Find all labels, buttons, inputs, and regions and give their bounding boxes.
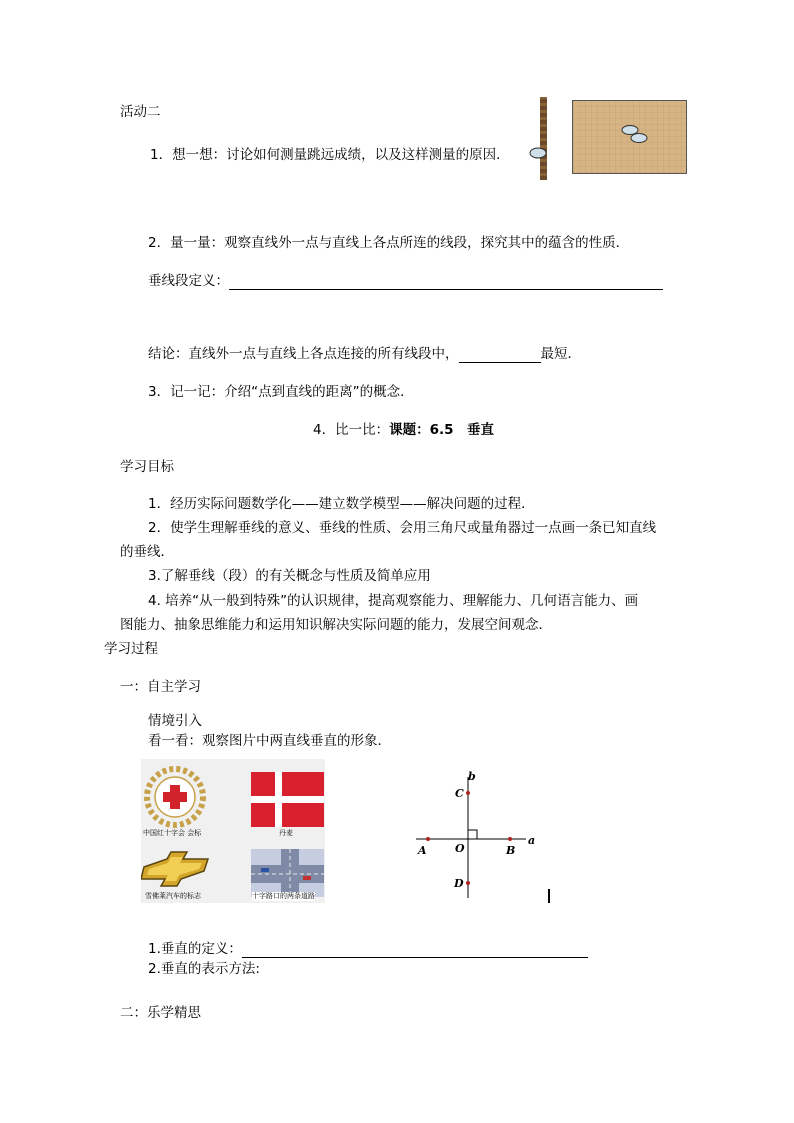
goal-3: 3.了解垂线（段）的有关概念与性质及简单应用: [148, 568, 431, 584]
footprint-icon: [528, 145, 550, 161]
item4-prefix: 4．比一比：: [313, 422, 390, 438]
conclusion-line: [148, 345, 581, 363]
goal-2-continued: 的垂线．: [120, 544, 174, 560]
activity-item-4: [313, 421, 494, 439]
label-b: b: [468, 770, 476, 783]
wooden-post-image: [540, 97, 547, 180]
conclusion-blank[interactable]: [459, 347, 541, 363]
caption-crossroad: 十字路口的两条道路: [252, 892, 315, 900]
perpendicular-definition: [148, 940, 588, 958]
label-o: O: [455, 842, 465, 855]
def1-blank[interactable]: [242, 942, 588, 958]
goal-1: 1．经历实际问题数学化——建立数学模型——解决问题的过程．: [148, 496, 535, 512]
label-c: C: [455, 787, 464, 800]
def1-label: 1.垂直的定义：: [148, 941, 242, 957]
point-d: [466, 881, 470, 885]
goal-2: 2．使学生理解垂线的意义、垂线的性质、会用三角尺或量角器过一点画一条已知直线: [148, 520, 657, 536]
point-a: [426, 837, 430, 841]
perpendicular-segment-definition: [148, 272, 663, 290]
crossroad-image: [251, 849, 324, 897]
caption-denmark: 丹麦: [279, 829, 293, 837]
part-2-heading: 二：乐学精思: [120, 1005, 201, 1021]
activity-item-1: 1．想一想：讨论如何测量跳远成绩，以及这样测量的原因．: [150, 147, 510, 163]
label-a-line: a: [528, 834, 536, 847]
right-angle-mark: [468, 830, 477, 839]
lesson-topic: 课题：6.5 垂直: [389, 422, 495, 438]
look-instruction: 看一看：观察图片中两直线垂直的形象．: [148, 733, 391, 749]
activity-item-3: 3．记一记：介绍“点到直线的距离”的概念．: [148, 384, 414, 400]
label-d: D: [454, 877, 464, 890]
caption-chevrolet: 雪佛莱汽车的标志: [145, 892, 201, 900]
goal-4: 4. 培养“从一般到特殊”的认识规律，提高观察能力、理解能力、几何语言能力、画: [148, 593, 639, 609]
label-a-point: A: [418, 844, 427, 857]
definition-blank[interactable]: [229, 274, 663, 290]
part-1-heading: 一：自主学习: [120, 679, 201, 695]
perpendicular-examples-image: [141, 759, 325, 903]
sand-pit-image: [572, 100, 687, 174]
point-c: [466, 791, 470, 795]
caption-red-cross: 中国红十字会 会标: [143, 829, 202, 837]
point-b: [508, 837, 512, 841]
goal-4-continued: 图能力、抽象思维能力和运用知识解决实际问题的能力，发展空间观念．: [120, 617, 552, 633]
red-cross-emblem: [147, 769, 203, 825]
process-heading: 学习过程: [104, 641, 158, 657]
notation-method: 2.垂直的表示方法:: [148, 961, 260, 977]
conclusion-suffix: 最短．: [540, 346, 581, 362]
perpendicular-diagram: [405, 768, 545, 900]
conclusion-prefix: 结论：直线外一点与直线上各点连接的所有线段中，: [148, 346, 459, 362]
activity-item-2: 2．量一量：观察直线外一点与直线上各点所连的线段，探究其中的蕴含的性质．: [148, 235, 630, 251]
label-b-point: B: [506, 844, 516, 857]
chevrolet-logo: [141, 852, 208, 886]
text-cursor: [548, 889, 550, 903]
goals-heading: 学习目标: [120, 459, 174, 475]
activity-title: 活动二: [120, 104, 161, 120]
footprints-icon: [573, 101, 686, 173]
scenario-intro: 情境引入: [148, 713, 202, 729]
denmark-flag: [251, 772, 324, 827]
definition-label: 垂线段定义：: [148, 273, 229, 289]
